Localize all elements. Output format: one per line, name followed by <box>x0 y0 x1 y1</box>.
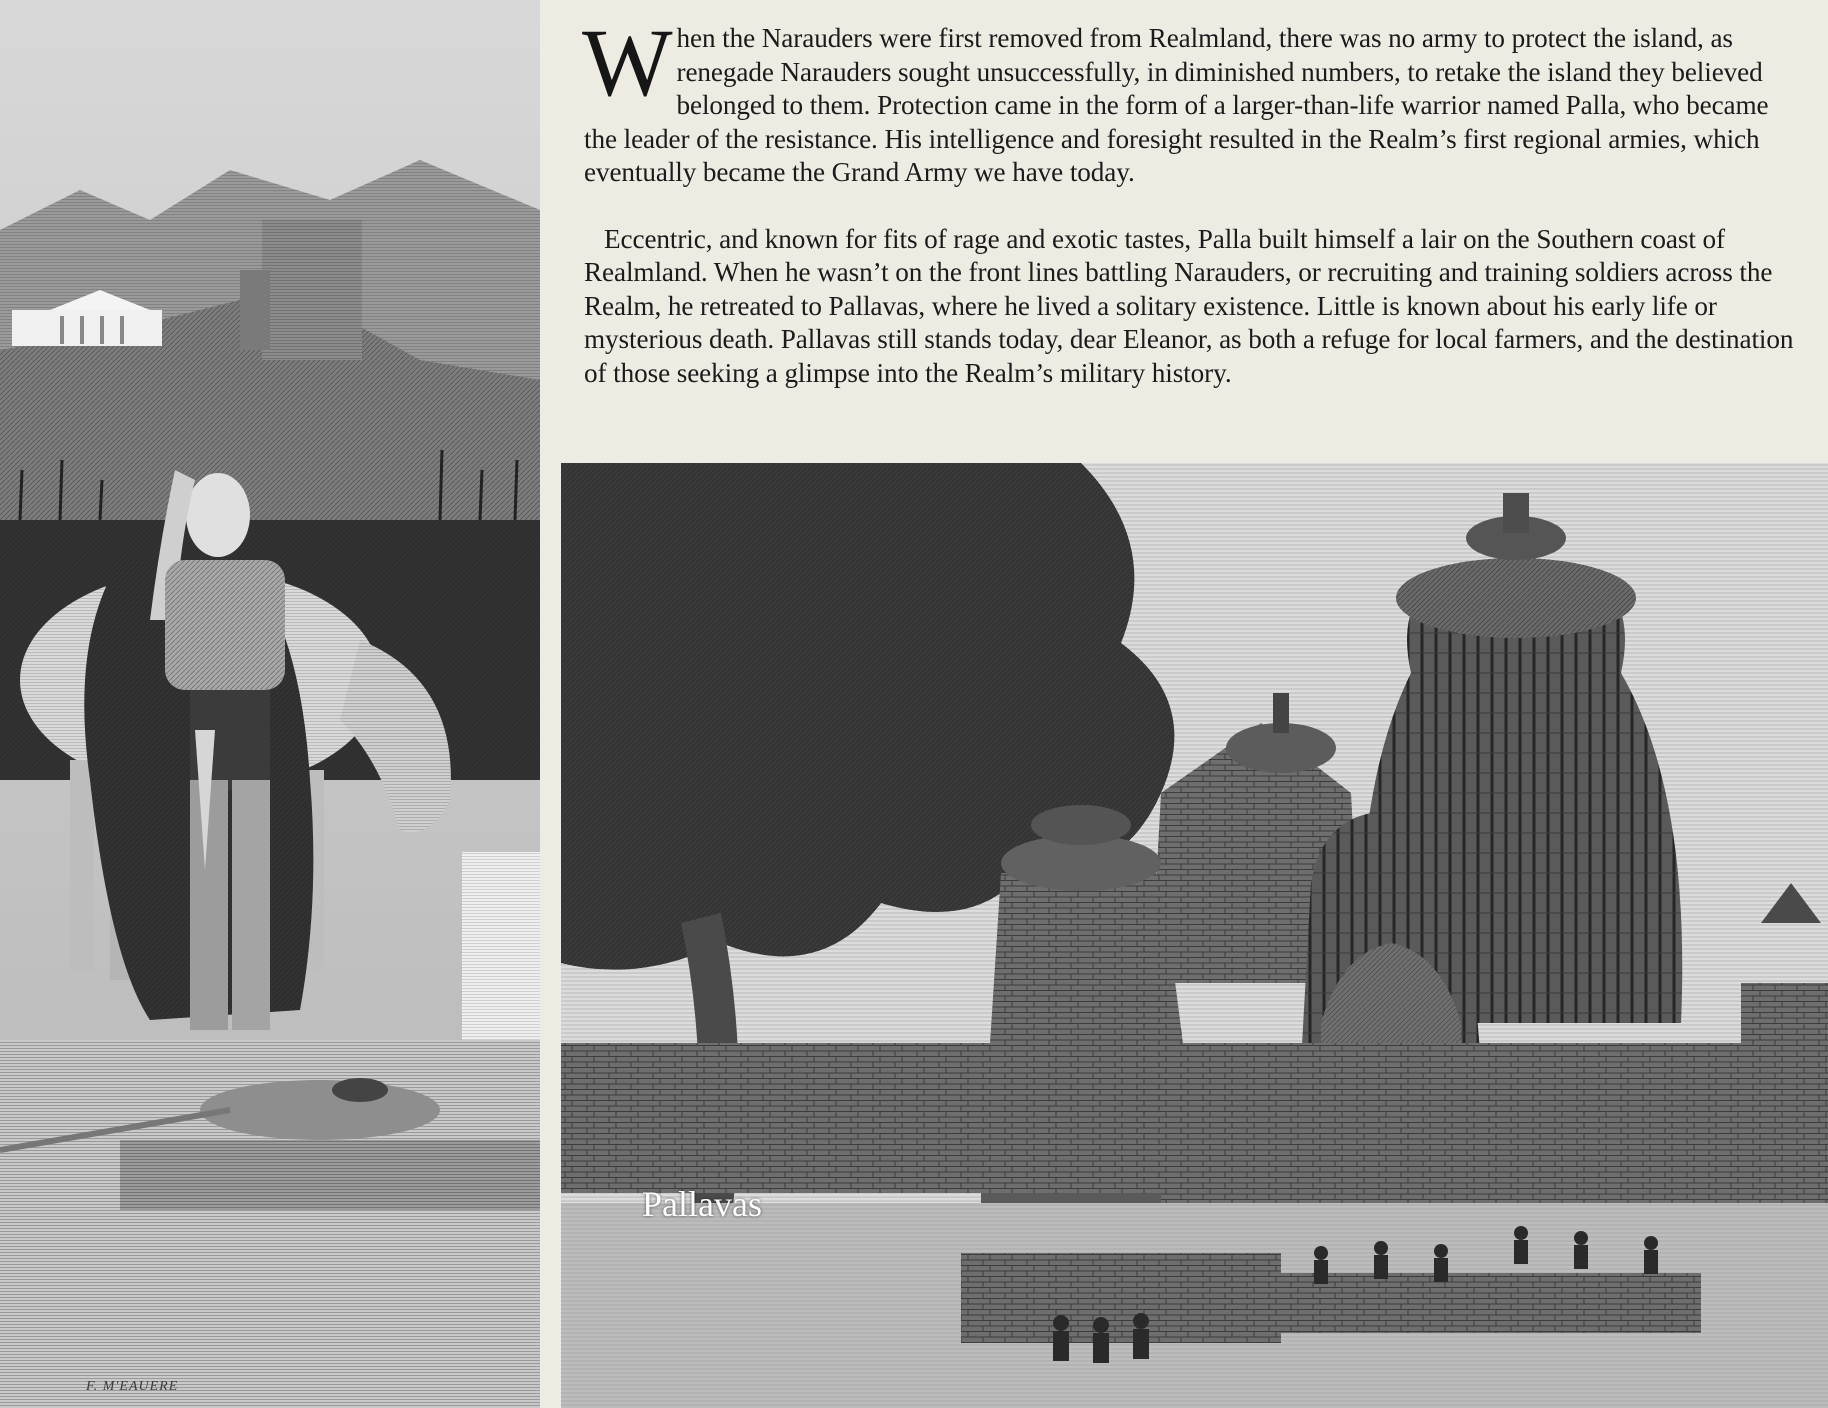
engraver-signature: F. M'EAUERE <box>86 1379 179 1394</box>
paragraph-two: Eccentric, and known for fits of rage and exotic tastes, Palla built himself a lair on the Southern coast of Realmland. When he wasn’t on the front lines battling Narauders, or recruiting and training soldiers across the Realm, he retreated to Pallavas, where he lived a solitary existence. Little is known about his early life or mysterious death. Pallavas still stands today, dear Eleanor, as both a refuge for local farmers, and the destination of those seeking a glimpse into the Realm’s military history. <box>584 223 1794 388</box>
pallavas-temple-engraving <box>561 463 1828 1408</box>
paragraph-one <box>582 9 1799 190</box>
story-text <box>582 9 1799 390</box>
paragraph-one-text: hen the Narauders were first removed from Realmland, there was no army to protect the island, as renegade Narauders sought unsuccessfully, in diminished numbers, to retake the island they believed belonged to them. Protection came in the form of a larger-than-life warrior named Palla, who became the leader of the resistance. His intelligence and foresight resulted in the Realm’s first regional armies, which eventually became the Grand Army we have today. <box>584 23 1769 187</box>
drop-cap: W <box>582 9 673 116</box>
warrior-engraving <box>0 0 540 1408</box>
temple-caption: Pallavas <box>642 1184 762 1224</box>
